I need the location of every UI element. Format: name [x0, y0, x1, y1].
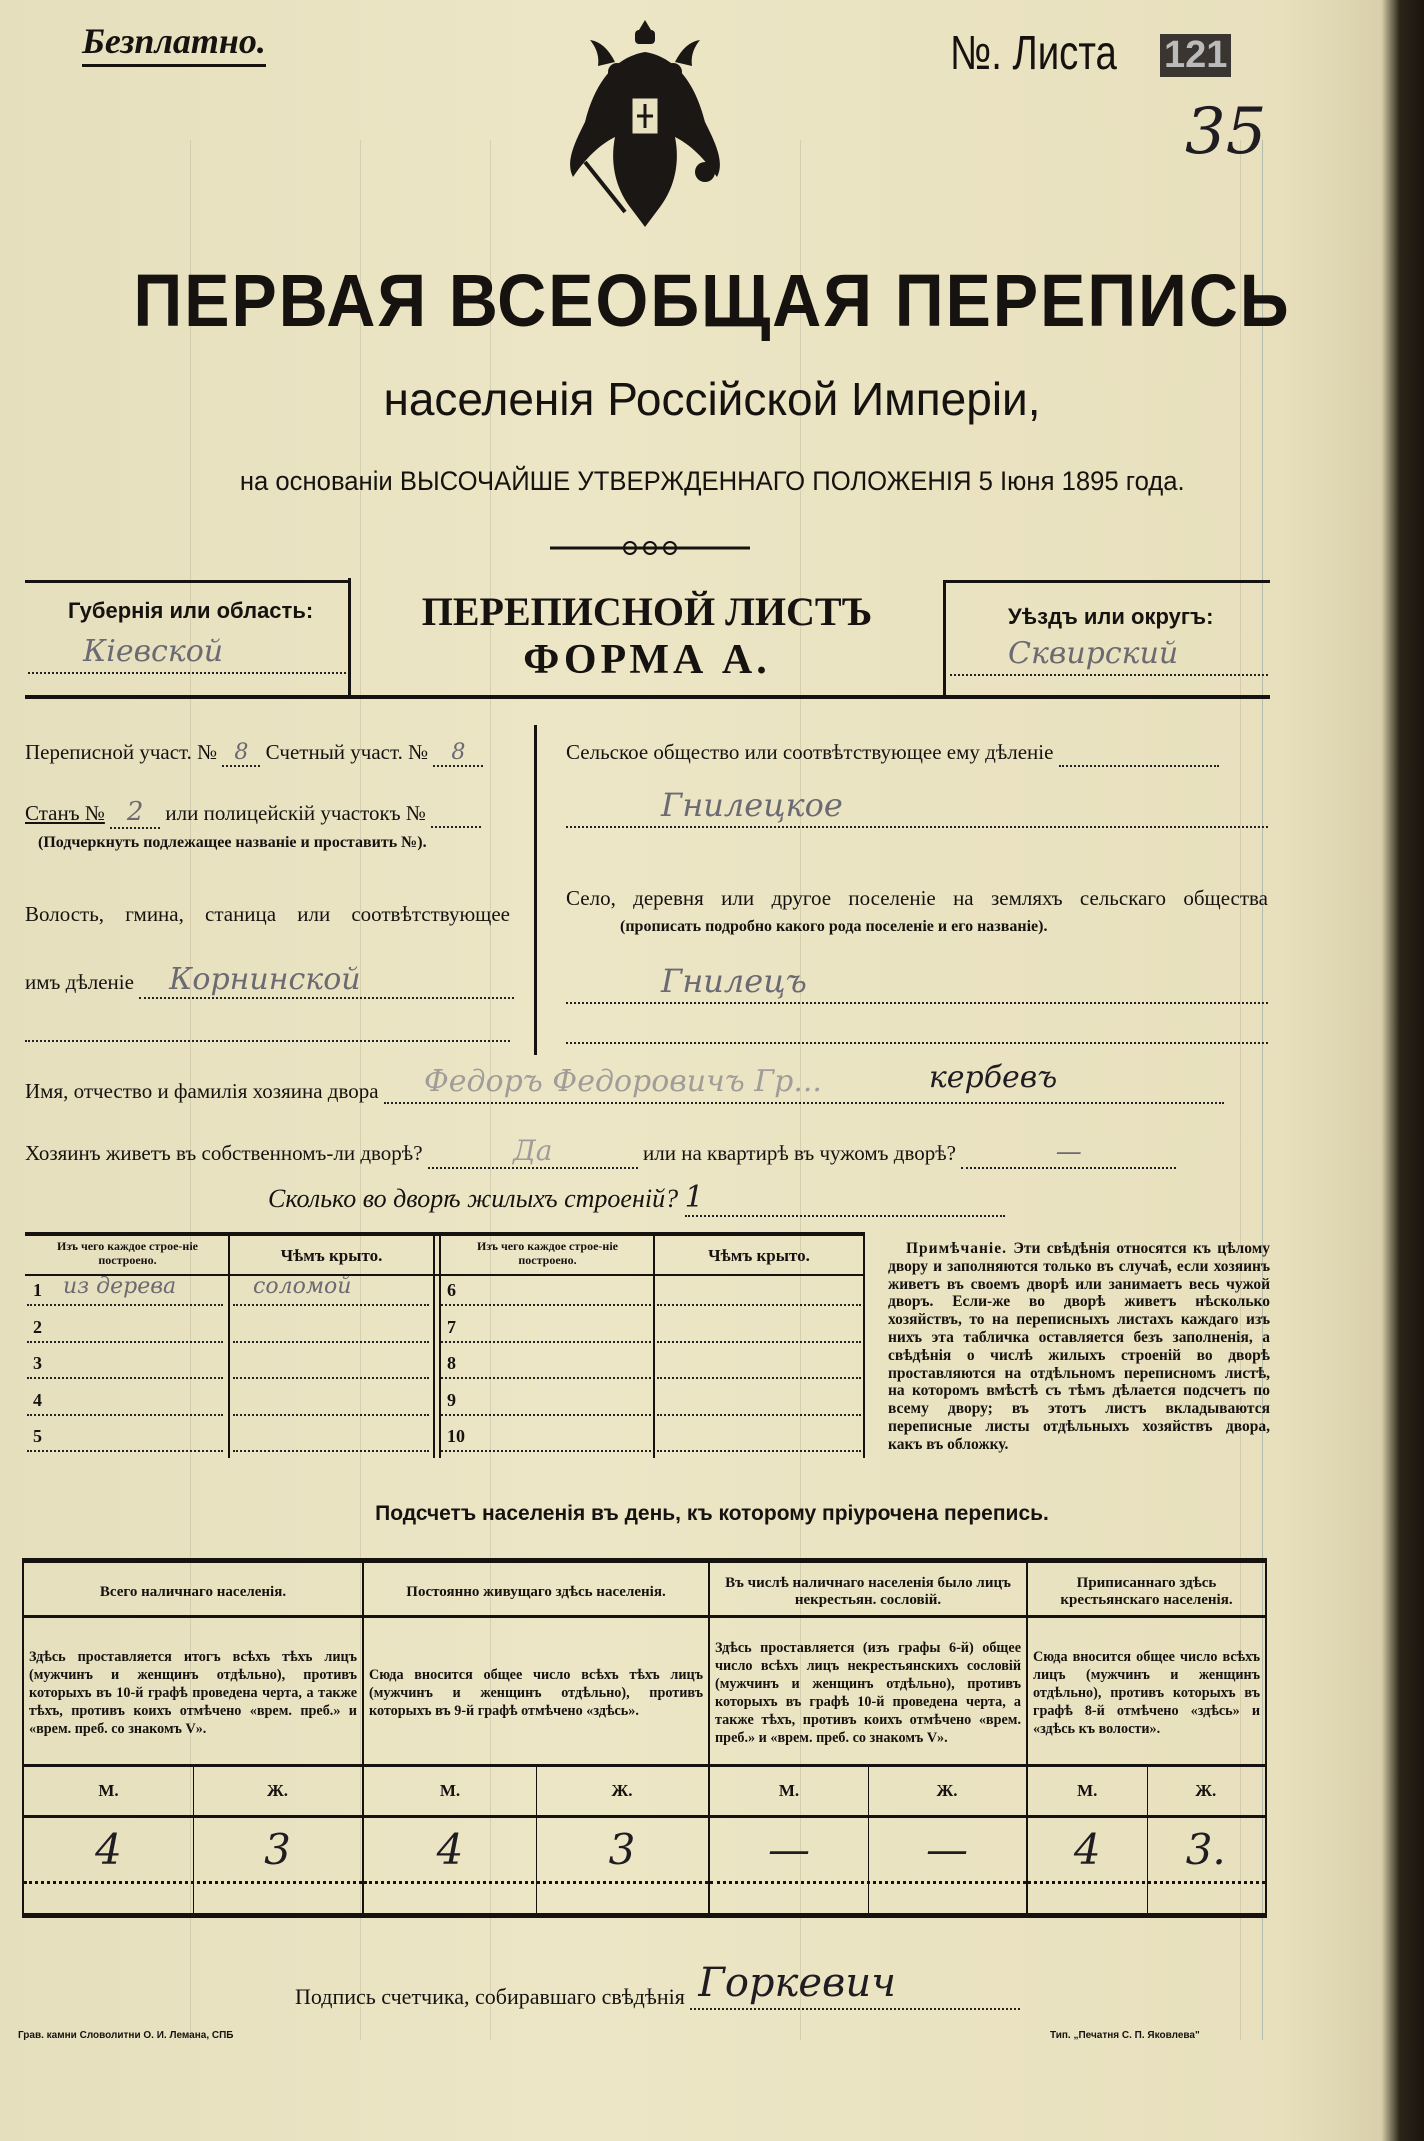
- district-value: Сквирский: [1008, 636, 1179, 671]
- imprint-right: Тип. „Печатня С. П. Яковлева": [1050, 2030, 1200, 2041]
- society-value: Гнилецкое: [661, 786, 843, 824]
- count-section-field[interactable]: 8: [433, 740, 483, 767]
- female-count-field[interactable]: 3.: [1185, 1825, 1226, 1874]
- population-column: [1026, 1563, 1265, 1913]
- own-yard-field[interactable]: Да: [428, 1134, 638, 1169]
- building-row-number: 5: [33, 1426, 42, 1446]
- male-count-field[interactable]: —: [768, 1825, 810, 1874]
- female-label: Ж.: [611, 1781, 633, 1800]
- district-label: Уѣздъ или округъ:: [1008, 604, 1214, 629]
- imperial-eagle-emblem: [555, 12, 735, 232]
- population-column: [24, 1563, 362, 1913]
- free-label: Безплатно.: [82, 20, 266, 67]
- population-title: Подсчетъ населенія въ день, къ которому пріурочена перепись.: [375, 1502, 1049, 1525]
- sheet-number: [950, 26, 1159, 81]
- building-material-field[interactable]: [27, 1311, 223, 1343]
- building-row-number: 6: [447, 1280, 456, 1300]
- volost-row: [25, 962, 514, 999]
- col-roof-header-2: Чѣмъ крыто.: [708, 1246, 810, 1265]
- building-row-number: 10: [447, 1426, 465, 1446]
- female-label: Ж.: [1195, 1781, 1217, 1800]
- building-row: [439, 1274, 863, 1310]
- imprint-left: Грав. камни Словолитни О. И. Лемана, СПБ: [18, 2030, 234, 2041]
- note-text: Эти свѣдѣнія относятся къ цѣлому двору и заполняются только въ случаѣ, если хозяинъ живетъ въ своемъ дворѣ или занимаетъ весь чужой дворъ. Если-же во дворѣ живетъ нѣсколько хозяйствъ, то на переписныхъ листахъ каждаго изъ нихъ эта табличка оставляется безъ заполненія, а свѣдѣнія о числѣ жилыхъ строеній во дворѣ проставляются на отдѣльномъ переписномъ листѣ, на которомъ вмѣстѣ съ тѣмъ дѣлается подсчетъ по всему двору; въ этотъ листъ вкладываются переписные листы отдѣльныхъ хозяйствъ двора, какъ въ обложку.: [888, 1240, 1270, 1453]
- building-material-field[interactable]: [441, 1384, 651, 1416]
- building-row-number: 2: [33, 1316, 42, 1337]
- title-main: ПЕРВАЯ ВСЕОБЩАЯ ПЕРЕПИСЬ: [133, 259, 1291, 342]
- male-label: М.: [439, 1781, 461, 1800]
- buildings-count-field[interactable]: 1: [685, 1180, 1005, 1217]
- police-label: или полицейскій участокъ №: [165, 801, 426, 825]
- male-label: М.: [778, 1781, 800, 1800]
- buildings-count-row: [268, 1180, 1005, 1217]
- volost-label: Волость, гмина, станица или соотвѣтствующее: [25, 902, 510, 926]
- male-count-field[interactable]: 4: [1073, 1825, 1101, 1874]
- population-column-heading: Приписаннаго здѣсь крестьянскаго населенія.: [1060, 1575, 1233, 1608]
- building-material-field[interactable]: [441, 1347, 651, 1379]
- census-section-field[interactable]: 8: [222, 740, 260, 767]
- building-roof-field[interactable]: [657, 1384, 861, 1416]
- volost-extra-line[interactable]: [25, 1030, 510, 1042]
- volost-field[interactable]: Корнинской: [139, 962, 514, 999]
- population-column-desc: Сюда вносится общее число всѣхъ лицъ (мужчинъ и женщинъ отдѣльно), противъ которыхъ въ графѣ 8-й отмѣчено «здѣсь» и «здѣсь къ волости».: [1033, 1648, 1260, 1737]
- population-table: [22, 1558, 1267, 1918]
- district-field[interactable]: [950, 634, 1268, 676]
- count-section-label: Счетный участ. №: [265, 740, 429, 764]
- population-column-desc: Сюда вносится общее число всѣхъ тѣхъ лицъ (мужчинъ и женщинъ отдѣльно), противъ которыхъ въ 9-й графѣ отмѣчено «здѣсь».: [369, 1666, 703, 1719]
- society-field[interactable]: [566, 786, 1268, 828]
- stan-row: [25, 797, 481, 829]
- population-column: [362, 1563, 708, 1913]
- building-roof-field[interactable]: [233, 1347, 429, 1379]
- village-value: Гнилецъ: [661, 962, 807, 1000]
- owner-row: [25, 1060, 1224, 1104]
- title-sub: населенія Россійской Имперіи,: [383, 373, 1041, 425]
- building-material-field[interactable]: [441, 1311, 651, 1343]
- population-column-heading: Всего наличнаго населенія.: [99, 1583, 287, 1600]
- form-title: ПЕРЕПИСНОЙ ЛИСТЪ: [421, 589, 873, 634]
- building-roof-field[interactable]: [657, 1274, 861, 1306]
- building-material-field[interactable]: [441, 1420, 651, 1452]
- village-label: Село, деревня или другое поселеніе на земляхъ сельскаго общества: [566, 886, 1268, 910]
- building-material-field[interactable]: [441, 1274, 651, 1306]
- signature-row: [295, 1960, 1020, 2010]
- village-extra-line[interactable]: [566, 1030, 1268, 1044]
- society-label: Сельское общество или соотвѣтствующее ему дѣленіе: [566, 740, 1054, 764]
- female-count-field[interactable]: 3: [608, 1825, 636, 1874]
- note-title: Примѣчаніе.: [906, 1240, 1007, 1257]
- building-roof-field[interactable]: [233, 1384, 429, 1416]
- population-column: [708, 1563, 1026, 1913]
- female-label: Ж.: [266, 1781, 289, 1800]
- village-note: (прописать подробно какого рода поселеніе и его названіе).: [620, 918, 1048, 935]
- building-row: [439, 1420, 863, 1456]
- sheet-number-crossed: 121: [1160, 34, 1231, 77]
- volost-label-2: имъ дѣленіе: [25, 970, 134, 994]
- male-label: М.: [1077, 1781, 1098, 1800]
- male-count-field[interactable]: 4: [95, 1825, 122, 1874]
- female-count-field[interactable]: —: [926, 1825, 968, 1874]
- population-column-desc: Здѣсь проставляется итогъ всѣхъ тѣхъ лицъ (мужчинъ и женщинъ отдѣльно), противъ которыхъ въ 10-й графѣ проведена черта, а также тѣхъ, противъ коихъ отмѣчено «врем. преб.» и «врем. преб. со знакомъ V».: [29, 1648, 357, 1737]
- signature-label: Подпись счетчика, собиравшаго свѣдѣнія: [295, 1984, 685, 2009]
- col-roof-header: Чѣмъ крыто.: [280, 1246, 383, 1265]
- building-roof-field[interactable]: [657, 1420, 861, 1452]
- building-material-field[interactable]: [27, 1384, 223, 1416]
- building-row: [25, 1384, 433, 1420]
- building-row: [25, 1420, 433, 1456]
- buildings-count-label: Сколько во дворѣ жилыхъ строеній?: [268, 1184, 679, 1213]
- building-row: [25, 1347, 433, 1383]
- owner-label: Имя, отчество и фамилія хозяина двора: [25, 1079, 379, 1103]
- population-column-heading: Въ числѣ наличнаго населенія было лицъ некрестьян. сословій.: [725, 1575, 1011, 1608]
- building-roof-field[interactable]: соломой: [233, 1274, 429, 1306]
- province-value: Кіевской: [83, 634, 224, 669]
- building-row-number: 7: [447, 1316, 456, 1337]
- building-row: [439, 1384, 863, 1420]
- page-title: [0, 258, 1424, 343]
- province-label: Губернія или область:: [68, 598, 314, 623]
- building-row-number: 9: [447, 1389, 456, 1410]
- building-material-field[interactable]: из дерева: [27, 1274, 223, 1306]
- residence-row: [25, 1134, 1176, 1169]
- owner-field[interactable]: [384, 1060, 1224, 1104]
- building-row-number: 8: [447, 1353, 456, 1373]
- village-field[interactable]: [566, 962, 1268, 1004]
- rented-label: или на квартирѣ въ чужомъ дворѣ?: [643, 1141, 956, 1165]
- owner-value-end: кербевъ: [928, 1060, 1058, 1095]
- province-field[interactable]: [28, 630, 346, 674]
- building-row: [439, 1311, 863, 1347]
- col-material-header: Изъ чего каждое строе-ніе построено.: [57, 1239, 198, 1267]
- male-count-field[interactable]: 4: [436, 1825, 464, 1874]
- signature-value: Горкевич: [698, 1960, 896, 2006]
- building-roof-field[interactable]: [233, 1420, 429, 1452]
- signature-field[interactable]: [690, 1960, 1020, 2010]
- building-row: [25, 1311, 433, 1347]
- building-roof-field[interactable]: [233, 1311, 429, 1343]
- building-row: [25, 1274, 433, 1310]
- own-yard-label: Хозяинъ живетъ въ собственномъ-ли дворѣ?: [25, 1141, 423, 1165]
- population-column-heading: Постоянно живущаго здѣсь населенія.: [406, 1583, 666, 1600]
- stan-field[interactable]: 2: [110, 797, 160, 829]
- female-count-field[interactable]: 3: [264, 1825, 291, 1874]
- building-row-number: 3: [33, 1353, 42, 1373]
- owner-value: Федоръ Федоровичъ Гр...: [423, 1064, 822, 1099]
- title-basis-text: на основаніи ВЫСОЧАЙШЕ УТВЕРЖДЕННАГО ПОЛОЖЕНІЯ 5 Іюня 1895 года.: [239, 466, 1185, 496]
- buildings-note: [888, 1240, 1270, 1454]
- female-label: Ж.: [936, 1781, 958, 1800]
- sheet-label: №. Листа: [950, 27, 1117, 80]
- building-material-field[interactable]: [27, 1347, 223, 1379]
- col-material-header-2: Изъ чего каждое строе-ніе построено.: [477, 1239, 618, 1267]
- building-row-number: 4: [33, 1389, 42, 1410]
- building-row: [439, 1347, 863, 1383]
- society-row: [566, 740, 1219, 767]
- male-label: М.: [98, 1781, 119, 1800]
- building-material-field[interactable]: [27, 1420, 223, 1452]
- population-column-desc: Здѣсь проставляется (изъ графы 6-й) общее число всѣхъ лицъ некрестьянскихъ сословій (мужчинъ и женщинъ отдѣльно), противъ которыхъ въ графѣ 10-й проведена черта, а также тѣхъ, противъ коихъ отмѣчено «врем. преб.» и «врем. преб. со знакомъ V».: [715, 1639, 1021, 1746]
- title-basis: [0, 466, 1424, 497]
- census-section-label: Переписной участ. №: [25, 740, 218, 764]
- building-row-number: 1: [33, 1280, 42, 1300]
- ornament-divider: [550, 538, 750, 558]
- form-name: ФОРМА А.: [523, 637, 771, 683]
- sheet-number-handwritten: 35: [1185, 95, 1267, 169]
- buildings-table: [25, 1232, 865, 1458]
- building-roof-field[interactable]: [657, 1311, 861, 1343]
- stan-note: (Подчеркнуть подлежащее названіе и проставить №).: [38, 834, 427, 851]
- stan-label: Станъ №: [25, 801, 105, 825]
- census-section-row: [25, 740, 483, 767]
- police-field[interactable]: [431, 801, 481, 828]
- rented-field[interactable]: —: [961, 1137, 1176, 1169]
- building-roof-field[interactable]: [657, 1347, 861, 1379]
